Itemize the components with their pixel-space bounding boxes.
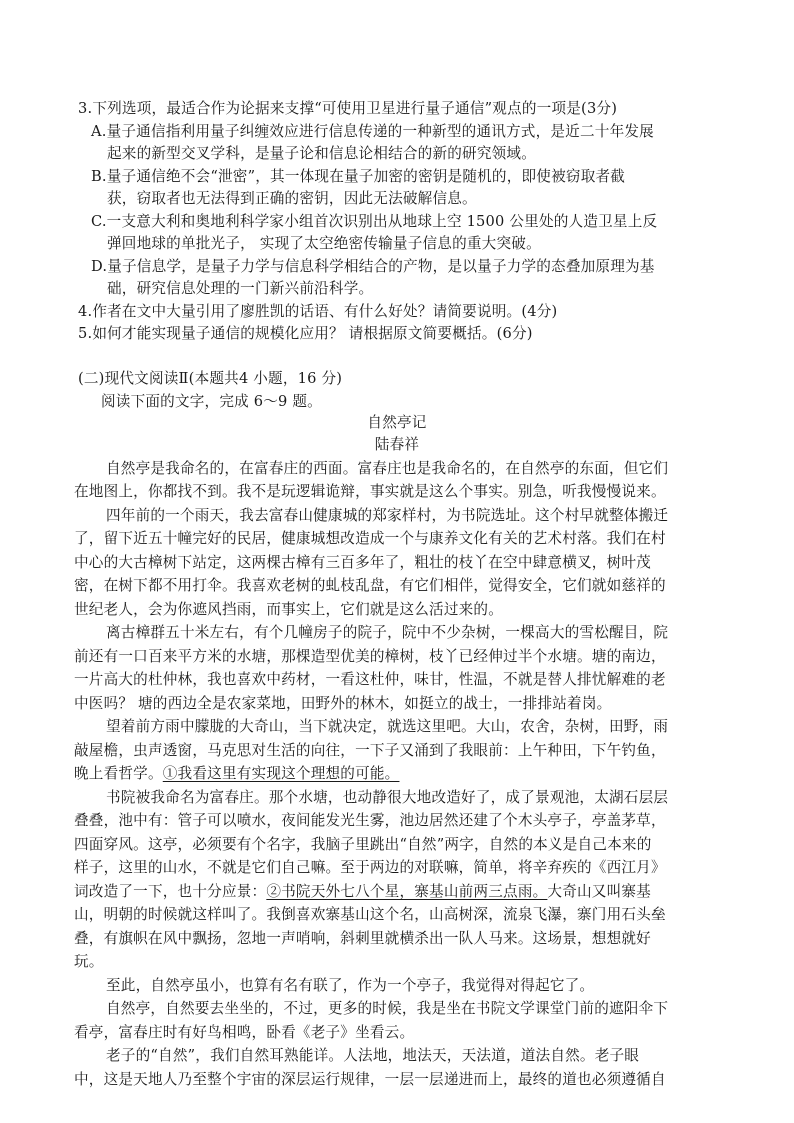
q3-option-a-line2: 起来的新型交叉学科，是量子论和信息论相结合的新的研究领域。 (107, 145, 537, 162)
p5-line7: 叠，有旗帜在风中飘扬，忽地一声哨响，斜刺里就横杀出一队人马来。这场景，想想就好 (74, 930, 651, 947)
p7-line1: 自然亭，自然要去坐坐的，不过，更多的时候，我是坐在书院文学课堂门前的遮阳伞下 (106, 1000, 669, 1017)
p8-line1: 老子的“自然”，我们自然耳熟能详。人法地，地法天，天法道，道法自然。老子眼 (106, 1047, 640, 1064)
q3-option-d-line2: 础，研究信息处理的一门新兴前沿科学。 (107, 280, 374, 297)
p5-line5-text: 词改造了一下，也十分应景： (74, 883, 267, 900)
p7-line2: 看亭，富春庄时有好鸟相鸣，卧看《老子》坐看云。 (74, 1024, 415, 1041)
p4-line3-text: 晚上看哲学。 (74, 765, 163, 782)
question-5: 5.如何才能实现量子通信的规模化应用？ 请根据原文简要概括。(6分) (78, 325, 533, 342)
p5-line8: 玩。 (74, 953, 104, 970)
q3-option-b-line1: B.量子通信绝不会“泄密”，其一体现在量子加密的密钥是随机的，即使被窃取者截 (91, 168, 626, 185)
p2-line1: 四年前的一个雨天，我去富春山健康城的郑家样村，为书院选址。这个村早就整体搬迁 (106, 507, 669, 524)
p3-line4: 中医吗？ 塘的西边全是农家菜地，田野外的林木，如挺立的战士，一排排站着岗。 (74, 695, 612, 712)
section-heading: (二)现代文阅读Ⅱ(本题共4 小题，16 分) (78, 370, 343, 387)
p5-line1: 书院被我命名为富春庄。那个水塘，也动静很大地改造好了，成了景观池，太湖石层层 (106, 789, 669, 806)
p3-line2: 前还有一口百来平方米的水塘，那棵造型优美的樟树，枝丫已经伸过半个水塘。塘的南边， (74, 648, 666, 665)
p5-line3: 四面穿风。这亭，必须要有个名字，我脑子里跳出“自然”两字，自然的本义是自己本来的 (74, 836, 652, 853)
passage-title: 自然亭记 (367, 414, 427, 431)
p3-line1: 离古樟群五十米左右，有个几幢房子的院子，院中不少杂树，一棵高大的雪松醒目，院 (106, 624, 669, 641)
q3-option-c-line1: C.一支意大利和奥地利科学家小组首次识别出从地球上空 1500 公里处的人造卫星上反 (91, 213, 658, 230)
p3-line3: 一片高大的杜仲林，我也喜欢中药材，一看这杜仲，味甘，性温，不就是替人排忧解难的老 (74, 671, 666, 688)
p5-line5-tail: 大奇山又叫寨基 (547, 883, 651, 900)
underlined-sentence-2: ②书院天外七八个星，寨基山前两三点雨。 (266, 883, 548, 900)
p2-line2: 了，留下近五十幢完好的民居，健康城想改造成一个与康养文化有关的艺术村落。我们在村 (74, 530, 666, 547)
p2-line5: 世纪老人，会为你遮风挡雨，而事实上，它们就是这么活过来的。 (74, 601, 504, 618)
p4-line2: 敲屋檐，虫声透窗，马克思对生活的向往，一下子又涌到了我眼前：上午种田，下午钓鱼， (74, 742, 666, 759)
p6-line1: 至此，自然亭虽小，也算有名有联了，作为一个亭子，我觉得对得起它了。 (106, 977, 595, 994)
question-4: 4.作者在文中大量引用了廖胜凯的话语、有什么好处？请简要说明。(4分) (78, 303, 558, 320)
p1-line1: 自然亭是我命名的，在富春庄的西面。富春庄也是我命名的，在自然亭的东面，但它们 (106, 460, 669, 477)
p5-line2: 叠叠，池中有：管子可以喷水，夜间能发光生雾，池边居然还建了个木头亭子，亭盖茅草， (74, 812, 666, 829)
p4-line3 (74, 763, 399, 785)
section-instruction: 阅读下面的文字，完成 6～9 题。 (101, 393, 322, 410)
p5-line5 (74, 881, 651, 903)
p2-line3: 中心的大古樟树下站定，这两棵古樟有三百多年了，粗壮的枝丫在空中肆意横叉，树叶茂 (74, 554, 651, 571)
q3-option-a-line1: A.量子通信指利用量子纠缠效应进行信息传递的一种新型的通讯方式，是近二十年发展 (91, 123, 654, 140)
p4-line1: 望着前方雨中朦胧的大奇山，当下就决定，就选这里吧。大山，农舍，杂树，田野，雨 (106, 718, 669, 735)
q3-option-d-line1: D.量子信息学，是量子力学与信息科学相结合的产物，是以量子力学的态叠加原理为基 (91, 258, 655, 275)
p1-line2: 在地图上，你都找不到。我不是玩逻辑诡辩，事实就是这么个事实。别急，听我慢慢说来。 (74, 483, 666, 500)
p5-line4: 样子，这里的山水，不就是它们自己嘛。至于两边的对联嘛，简单，将辛弃疾的《西江月》 (74, 859, 666, 876)
question-3: 3.下列选项，最适合作为论据来支撑“可使用卫星进行量子通信”观点的一项是(3分) (78, 100, 618, 117)
p8-line2: 中，这是天地人乃至整个宇宙的深层运行规律，一层一层递进而上，最终的道也必须遵循自 (74, 1071, 666, 1088)
underlined-sentence-1: ①我看这里有实现这个理想的可能。 (162, 765, 400, 782)
p2-line4: 密，在树下都不用打伞。我喜欢老树的虬枝乱盘，有它们相伴，觉得安全，它们就如慈祥的 (74, 577, 666, 594)
q3-option-b-line2: 获，窃取者也无法得到正确的密钥，因此无法破解信息。 (107, 190, 477, 207)
p5-line6: 山，明朝的时候就这样叫了。我倒喜欢寨基山这个名，山高树深，流泉飞瀑，寨门用石头垒 (74, 906, 666, 923)
passage-author: 陆春祥 (374, 436, 420, 453)
q3-option-c-line2: 弹回地球的单批光子， 实现了太空绝密传输量子信息的重大突破。 (107, 235, 541, 252)
